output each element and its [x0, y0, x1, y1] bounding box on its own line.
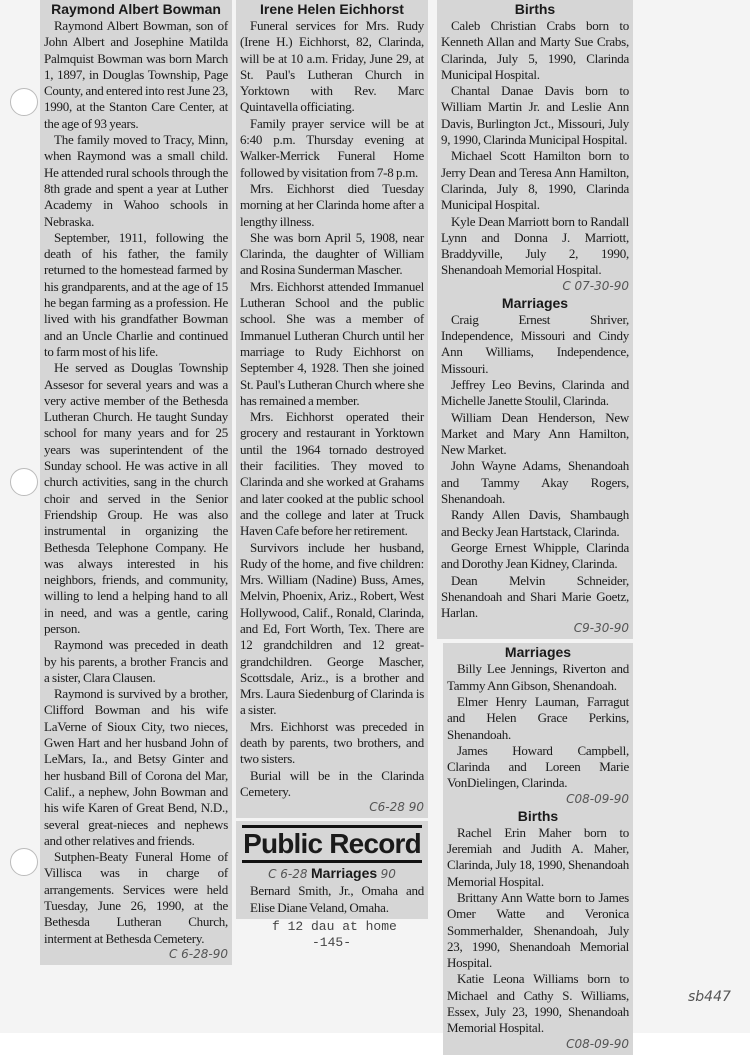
marriages-births-clipping — [443, 643, 633, 1054]
public-record-title: Public Record — [242, 825, 422, 863]
paragraph: Raymond is survived by a brother, Clifford Bowman and his wife LaVerne of Sioux City, two nieces, Gwen Hart and her husband John of LeMars, Ia., and Betsy Ginter and her husband Bill of Corona del Mar, Calif., a nephew, John Bowman and his wife Karen of Great Bend, N.D., several great-nieces and nephews and other relatives and friends. — [44, 686, 228, 848]
paragraph: Mrs. Eichhorst attended Immanuel Lutheran School and the public school. She was a member of Immanuel Lutheran Church until her marriage to Rudy Eichhorst on September 4, 1928. Then she joined St. Paul's Lutheran Church where she has remained a member. — [240, 278, 424, 408]
handwritten-note: C08-09-90 — [566, 791, 629, 806]
section-heading: Births — [514, 1, 556, 17]
paragraph: Rachel Erin Maher born to Jeremiah and Judith A. Maher, Clarinda, July 18, 1990, Shenandoah Memorial Hospital. — [447, 824, 629, 889]
obituary-bowman — [40, 0, 232, 965]
column-right — [437, 0, 633, 1055]
paragraph: Caleb Christian Crabs born to Kenneth Allan and Marty Sue Crabs, Clarinda, July 5, 1990, Clarinda Municipal Hospital. — [441, 18, 629, 82]
paragraph: Elmer Henry Lauman, Farragut and Helen Grace Perkins, Shenandoah. — [447, 693, 629, 742]
handwritten-note: C9-30-90 — [573, 621, 629, 636]
section-heading: Marriages — [501, 294, 569, 311]
paragraph: He served as Douglas Township Assesor for several years and was a very active member of the Bethesda Lutheran Church. He taught Sunday school for many years and for 25 years was superintendent of the Sunday school. He was active in all church activities, sang in the church choir and served in the Senior Friendship Group. He was also instrumental in organizing the Bethesda Telephone Company. He was always interested in his neighbors, friends, and community, willing to lend a helping hand to all in need, and was a gentle, caring person. — [44, 360, 228, 636]
typed-note: f 12 dau at home — [272, 918, 397, 934]
paragraph: The family moved to Tracy, Minn, when Raymond was a small child. He attended rural schools through the 8th grade and spent a year at Luther Academy in Wahoo schools in Nebraska. — [44, 132, 228, 229]
paragraph: Raymond was preceded in death by his parents, a brother Francis and a sister, Clara Clausen. — [44, 637, 228, 685]
obituary-title: Raymond Albert Bowman — [51, 1, 221, 17]
column-left — [40, 0, 232, 965]
paragraph: Mrs. Eichhorst operated their grocery and restaurant in Yorktown until the 1964 tornado destroyed their facilities. They moved to Clarinda and she worked at Grahams and later cooked at the public school and the college and later at Truck Haven Cafe before her retirement. — [240, 409, 424, 539]
handwritten-note: C6-28 90 — [369, 800, 424, 815]
paragraph: Chantal Danae Davis born to William Martin Jr. and Leslie Ann Davis, Burlington Jct., Missouri, July 9, 1990, Clarinda Municipal Hospital. — [441, 83, 629, 148]
paragraph: Michael Scott Hamilton born to Jerry Dean and Teresa Ann Hamilton, Clarinda, July 8, 1990, Clarinda Municipal Hospital. — [441, 148, 629, 213]
section-heading: Marriages — [311, 865, 378, 882]
obituary-title: Irene Helen Eichhorst — [260, 1, 404, 17]
handwritten-note: C 6-28 — [268, 867, 308, 882]
paragraph: Jeffrey Leo Bevins, Clarinda and Michelle Janette Stoulil, Clarinda. — [441, 376, 629, 409]
paragraph: Mrs. Eichhorst died Tuesday morning at her Clarinda home after a lengthy illness. — [240, 180, 424, 229]
section-heading: Marriages — [504, 644, 572, 661]
section-heading: Births — [517, 807, 559, 824]
paragraph: Brittany Ann Watte born to James Omer Watte and Veronica Sommerhalder, Shenandoah, July 23, 1990, Shenandoah Memorial Hospital. — [447, 889, 629, 971]
paragraph: John Wayne Adams, Shenandoah and Tammy Akay Rogers, Shenandoah. — [441, 458, 629, 507]
paragraph: Raymond Albert Bowman, son of John Albert and Josephine Matilda Palmquist Bowman was born March 1, 1897, in Douglas Township, Page County, and entered into rest June 23, 1990, at the Stanton Care Center, at the age of 93 years. — [44, 18, 228, 131]
punch-hole — [10, 848, 38, 876]
paragraph: Billy Lee Jennings, Riverton and Tammy Ann Gibson, Shenandoah. — [447, 661, 629, 693]
obituary-eichhorst — [236, 0, 428, 818]
paragraph: Craig Ernest Shriver, Independence, Missouri and Cindy Ann Williams, Independence, Missouri. — [441, 311, 629, 376]
paragraph: Survivors include her husband, Rudy of the home, and five children: Mrs. William (Nadine) Buss, Ames, Melvin, Phoenix, Ariz., Robert, West Hollywood, Calif., Ronald, Clarinda, and Ed, Fort Worth, Tex. There are 12 grandchildren and 12 great-grandchildren. George Mascher, Scottsdale, Ariz., is a brother and Mrs. Laura Siedenburg of Clarinda is a sister. — [240, 539, 424, 718]
paragraph: Family prayer service will be at 6:40 p.m. Thursday evening at Walker-Merrick Funeral Home followed by visitation from 7-8 p.m. — [240, 115, 424, 180]
paragraph: Dean Melvin Schneider, Shenandoah and Shari Marie Goetz, Harlan. — [441, 572, 629, 621]
paragraph: Funeral services for Mrs. Rudy (Irene H.) Eichhorst, 82, Clarinda, will be at 10 a.m. Friday, June 29, at St. Paul's Lutheran Church in Yorktown with Rev. Marc Quintavella officiating. — [240, 18, 424, 115]
record-entry: Bernard Smith, Jr., Omaha and Elise Diane Veland, Omaha. — [250, 883, 424, 915]
paragraph: George Ernest Whipple, Clarinda and Dorothy Jean Kidney, Clarinda. — [441, 539, 629, 572]
paragraph: Kyle Dean Marriott born to Randall Lynn and Donna J. Marriott, Braddyville, July 2, 1990, Shenandoah Memorial Hospital. — [441, 213, 629, 278]
handwritten-note: 90 — [380, 867, 396, 882]
births-marriages-clipping — [437, 0, 633, 639]
punch-hole — [10, 88, 38, 116]
paragraph: Sutphen-Beaty Funeral Home of Villisca was in charge of arrangements. Services were held Tuesday, June 26, 1990, at the Bethesda Lutheran Church, interment at Bethesda Cemetery. — [44, 849, 228, 946]
column-middle — [236, 0, 428, 951]
punch-hole — [10, 468, 38, 496]
handwritten-note: C 6-28-90 — [168, 946, 228, 961]
paragraph: Randy Allen Davis, Shambaugh and Becky Jean Hartstack, Clarinda. — [441, 507, 629, 539]
paragraph: William Dean Henderson, New Market and Mary Ann Hamilton, New Market. — [441, 409, 629, 458]
paragraph: She was born April 5, 1908, near Clarinda, the daughter of William and Rosina Sunderman Mascher. — [240, 229, 424, 278]
handwritten-note: C 07-30-90 — [562, 278, 629, 293]
paragraph: Burial will be in the Clarinda Cemetery. — [240, 767, 424, 799]
paragraph: September, 1911, following the death of his father, the family returned to the homestead farmed by his grandparents, and at the age of 15 he began farming as a profession. He lived with his grandfather Bowman and an Uncle Charlie and continued to farm most of his life. — [44, 229, 228, 359]
paragraph: Mrs. Eichhorst was preceded in death by parents, two brothers, and two sisters. — [240, 718, 424, 767]
handwritten-note: C08-09-90 — [566, 1036, 629, 1051]
public-record-clipping — [236, 821, 428, 919]
typed-page-number: -145- — [312, 934, 352, 950]
paragraph: James Howard Campbell, Clarinda and Loreen Marie VonDielingen, Clarinda. — [447, 742, 629, 791]
paragraph: Katie Leona Williams born to Michael and Cathy S. Williams, Essex, July 23, 1990, Shenandoah Memorial Hospital. — [447, 971, 629, 1036]
handwritten-page-id: sb447 — [688, 989, 731, 1005]
